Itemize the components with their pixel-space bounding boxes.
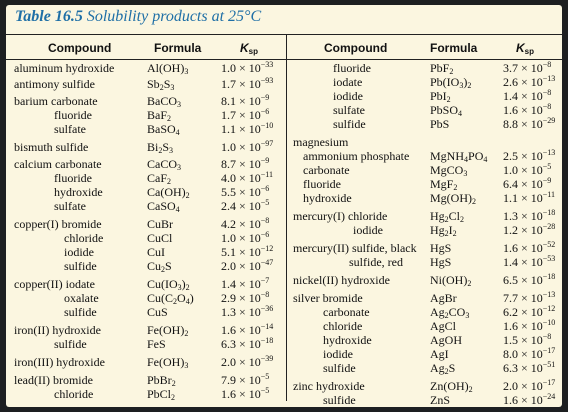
compound-name: sulfide (64, 259, 97, 273)
compound-name: fluoride (333, 61, 371, 75)
formula: $Ca(OH)_2$ (147, 185, 190, 200)
formula: $Ag_2CO_3$ (430, 305, 470, 320)
formula: CaF$_2$ (147, 171, 172, 186)
ksp-value: $1.4 \times 10^{-7}$ (221, 276, 270, 291)
table-number: Table 16.5 (15, 8, 83, 25)
formula: HgS (430, 255, 452, 269)
header-formula-right: Formula (430, 41, 478, 55)
formula: MgF$_2$ (430, 177, 458, 192)
compound-name: oxalate (64, 291, 99, 305)
compound-name: zinc hydroxide (293, 379, 365, 393)
column-divider (286, 35, 287, 401)
formula: FeS (147, 337, 166, 351)
compound-name: sulfate (333, 103, 365, 117)
ksp-value: $1.3 \times 10^{-36}$ (221, 304, 274, 319)
compound-name: silver bromide (293, 291, 363, 305)
ksp-value: $1.0 \times 10^{-6}$ (221, 230, 270, 245)
formula: AgOH (430, 333, 462, 347)
table-header (6, 35, 562, 60)
ksp-value: $7.7 \times 10^{-13}$ (503, 290, 556, 305)
compound-name: lead(II) bromide (14, 373, 93, 387)
ksp-value: $1.5 \times 10^{-8}$ (503, 332, 552, 347)
ksp-value: $6.3 \times 10^{-18}$ (221, 336, 274, 351)
formula: $Mg(OH)_2$ (430, 191, 476, 206)
ksp-value: $3.7 \times 10^{-8}$ (503, 60, 552, 75)
ksp-value: $1.6 \times 10^{-14}$ (221, 322, 274, 337)
formula: $MgNH_4PO_4$ (430, 149, 488, 164)
formula: PbI$_2$ (430, 89, 451, 104)
formula: CuS (147, 305, 168, 319)
formula: $Zn(OH)_2$ (430, 379, 473, 394)
ksp-value: $1.6 \times 10^{-10}$ (503, 318, 556, 333)
compound-name: fluoride (54, 108, 92, 122)
compound-name: ammonium phosphate (303, 149, 410, 163)
compound-name: copper(II) iodate (14, 277, 95, 291)
formula: BaF$_2$ (147, 108, 172, 123)
formula: $Pb(IO_3)_2$ (430, 75, 472, 90)
ksp-value: $1.4 \times 10^{-8}$ (503, 88, 552, 103)
compound-name: calcium carbonate (14, 157, 102, 171)
compound-name: copper(I) bromide (14, 217, 102, 231)
formula: $Ag_2S$ (430, 361, 456, 376)
header-ksp-left: $K_{sp}$ (240, 41, 259, 56)
formula: $Bi_2S_3$ (147, 140, 174, 155)
ksp-value: $6.2 \times 10^{-12}$ (503, 304, 556, 319)
ksp-value: $2.4 \times 10^{-5}$ (221, 198, 270, 213)
compound-name: mercury(II) sulfide, black (293, 241, 417, 255)
formula: $Ni(OH)_2$ (430, 273, 472, 288)
formula: AgI (430, 347, 449, 361)
ksp-value: $1.0 \times 10^{-97}$ (221, 139, 274, 154)
formula: CaCO$_3$ (147, 157, 181, 172)
ksp-value: $8.7 \times 10^{-9}$ (221, 156, 270, 171)
compound-name: iron(III) hydroxide (14, 355, 105, 369)
formula: PbSO$_4$ (430, 103, 463, 118)
formula: $Fe(OH)_2$ (147, 323, 189, 338)
ksp-value: $1.6 \times 10^{-5}$ (221, 386, 270, 401)
compound-name: sulfide (323, 361, 356, 375)
ksp-value: $1.1 \times 10^{-10}$ (221, 121, 274, 136)
ksp-value: $5.5 \times 10^{-6}$ (221, 184, 270, 199)
formula: $Hg_2I_2$ (430, 223, 457, 238)
table-title (15, 8, 261, 26)
formula: CaSO$_4$ (147, 199, 180, 214)
compound-name: sulfate (54, 122, 86, 136)
compound-name: hydroxide (323, 333, 372, 347)
solubility-table (6, 5, 562, 407)
compound-name: fluoride (303, 177, 341, 191)
compound-name: carbonate (303, 163, 350, 177)
compound-name: chloride (54, 387, 94, 401)
compound-name: iodide (353, 223, 383, 237)
ksp-value: $1.1 \times 10^{-11}$ (503, 190, 555, 205)
ksp-value: $1.6 \times 10^{-24}$ (503, 392, 556, 407)
header-compound-right: Compound (324, 41, 388, 55)
formula: MgCO$_3$ (430, 163, 468, 178)
compound-name: bismuth sulfide (14, 140, 89, 154)
formula: $Cu_2S$ (147, 259, 172, 274)
ksp-value: $6.5 \times 10^{-18}$ (503, 272, 556, 287)
formula: PbBr$_2$ (147, 373, 176, 388)
ksp-value: $1.0 \times 10^{-33}$ (221, 60, 274, 75)
compound-name: aluminum hydroxide (14, 61, 115, 75)
compound-name: iodide (64, 245, 94, 259)
ksp-value: $2.5 \times 10^{-13}$ (503, 148, 556, 163)
compound-name: iron(II) hydroxide (14, 323, 101, 337)
formula: CuCl (147, 231, 173, 245)
header-ksp-right: $K_{sp}$ (516, 41, 535, 56)
formula: $Al(OH)_3$ (147, 61, 189, 76)
formula: BaSO$_4$ (147, 122, 180, 137)
formula: ZnS (430, 393, 451, 407)
ksp-value: $1.6 \times 10^{-52}$ (503, 240, 556, 255)
ksp-value: $1.3 \times 10^{-18}$ (503, 208, 556, 223)
ksp-value: $2.9 \times 10^{-8}$ (221, 290, 270, 305)
compound-name: iodide (333, 89, 363, 103)
ksp-value: $2.6 \times 10^{-13}$ (503, 74, 556, 89)
ksp-value: $1.2 \times 10^{-28}$ (503, 222, 556, 237)
formula: PbS (430, 117, 450, 131)
ksp-value: $5.1 \times 10^{-12}$ (221, 244, 274, 259)
compound-name: fluoride (54, 171, 92, 185)
compound-name: sulfide (54, 337, 87, 351)
ksp-value: $8.1 \times 10^{-9}$ (221, 93, 270, 108)
formula: $Cu(C_2O_4)$ (147, 291, 194, 306)
compound-name: iodate (333, 75, 363, 89)
formula: CuBr (147, 217, 174, 231)
formula: CuI (147, 245, 165, 259)
ksp-value: $2.0 \times 10^{-47}$ (221, 258, 274, 273)
formula: AgCl (430, 319, 457, 333)
formula: PbCl$_2$ (147, 387, 176, 402)
ksp-value: $4.2 \times 10^{-8}$ (221, 216, 270, 231)
compound-name: hydroxide (303, 191, 352, 205)
header-formula-left: Formula (154, 41, 202, 55)
table-caption: Solubility products at 25°C (86, 8, 262, 25)
compound-name: nickel(II) hydroxide (293, 273, 390, 287)
header-compound-left: Compound (48, 41, 112, 55)
compound-name: sulfide, red (349, 255, 403, 269)
formula: AgBr (430, 291, 457, 305)
compound-name: mercury(I) chloride (293, 209, 388, 223)
ksp-value: $1.7 \times 10^{-6}$ (221, 107, 270, 122)
compound-name: hydroxide (54, 185, 103, 199)
ksp-value: $1.0 \times 10^{-5}$ (503, 162, 552, 177)
compound-name: chloride (323, 319, 363, 333)
ksp-value: $6.3 \times 10^{-51}$ (503, 360, 556, 375)
ksp-value: $4.0 \times 10^{-11}$ (221, 170, 273, 185)
ksp-value: $8.0 \times 10^{-17}$ (503, 346, 556, 361)
formula: $Fe(OH)_3$ (147, 355, 189, 370)
ksp-value: $1.6 \times 10^{-8}$ (503, 102, 552, 117)
compound-name: antimony sulfide (14, 77, 95, 91)
ksp-value: $1.4 \times 10^{-53}$ (503, 254, 556, 269)
compound-name: sulfate (54, 199, 86, 213)
formula: PbF$_2$ (430, 61, 454, 76)
ksp-value: $2.0 \times 10^{-17}$ (503, 378, 556, 393)
formula: BaCO$_3$ (147, 94, 181, 109)
formula: $Sb_2S_3$ (147, 77, 175, 92)
compound-name: sulfide (323, 393, 356, 407)
compound-name: barium carbonate (14, 94, 98, 108)
ksp-value: $2.0 \times 10^{-39}$ (221, 354, 274, 369)
ksp-value: $1.7 \times 10^{-93}$ (221, 76, 274, 91)
formula: $Hg_2Cl_2$ (430, 209, 465, 224)
ksp-value: $7.9 \times 10^{-5}$ (221, 372, 270, 387)
ksp-value: $8.8 \times 10^{-29}$ (503, 116, 556, 131)
compound-name: chloride (64, 231, 104, 245)
formula: HgS (430, 241, 452, 255)
formula: $Cu(IO_3)_2$ (147, 277, 190, 292)
compound-name: carbonate (323, 305, 370, 319)
ksp-value: $6.4 \times 10^{-9}$ (503, 176, 552, 191)
compound-name: sulfide (64, 305, 97, 319)
compound-name: sulfide (333, 117, 366, 131)
compound-name: iodide (323, 347, 353, 361)
compound-name: magnesium (293, 135, 349, 149)
